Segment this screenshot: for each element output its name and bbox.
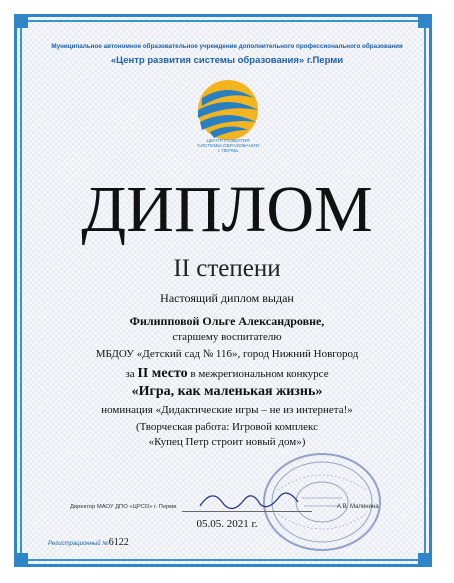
director-title: Директор МАОУ ДПО «ЦРСО» г. Перми	[70, 504, 177, 510]
logo-caption-line: г. ПЕРМЬ	[217, 149, 239, 155]
corner-ornament	[418, 14, 432, 28]
corner-ornament	[14, 553, 28, 567]
issued-text: Настоящий диплом выдан	[160, 291, 294, 305]
corner-ornament	[14, 14, 28, 28]
work-description-line: «Купец Петр строит новый дом»)	[148, 436, 306, 448]
contest-name: «Игра, как маленькая жизнь»	[131, 384, 323, 399]
place-prefix: за	[125, 368, 135, 380]
nomination: номинация «Дидактические игры – не из интернета!»	[101, 404, 353, 416]
signer-name: А.В. Малинина	[337, 504, 379, 510]
award-place: II место	[137, 366, 188, 381]
registration-number: 6122	[108, 537, 129, 548]
logo-caption-line: ЦЕНТР РАЗВИТИЯ	[206, 139, 250, 144]
organization-type: Муниципальное автономное образовательное учреждение дополнительного профессионального образования	[51, 43, 403, 50]
recipient-name: Филипповой Ольге Александровне,	[129, 314, 325, 328]
award-place-line	[26, 366, 428, 382]
signature-icon	[190, 484, 310, 514]
place-suffix: в межрегиональном конкурсе	[190, 368, 329, 380]
diploma-degree: II степени	[173, 255, 281, 282]
recipient-position: старшему воспитателю	[172, 331, 282, 343]
registration-label: Регистрационный №	[48, 541, 109, 547]
logo-caption	[176, 139, 280, 155]
registration	[48, 537, 129, 548]
diploma-title: ДИПЛОМ	[81, 173, 373, 246]
recipient-institution: МБДОУ «Детский сад № 116», город Нижний Новгород	[95, 348, 359, 360]
corner-ornament	[418, 553, 432, 567]
work-description-line: (Творческая работа: Игровой комплекс	[135, 421, 319, 433]
issue-date: 05.05. 2021 г.	[196, 518, 258, 530]
signature-line	[182, 511, 312, 512]
logo-caption-line: СИСТЕМЫ ОБРАЗОВАНИЯ	[196, 144, 259, 150]
organization-name: «Центр развития системы образования» г.Перми	[110, 55, 344, 66]
